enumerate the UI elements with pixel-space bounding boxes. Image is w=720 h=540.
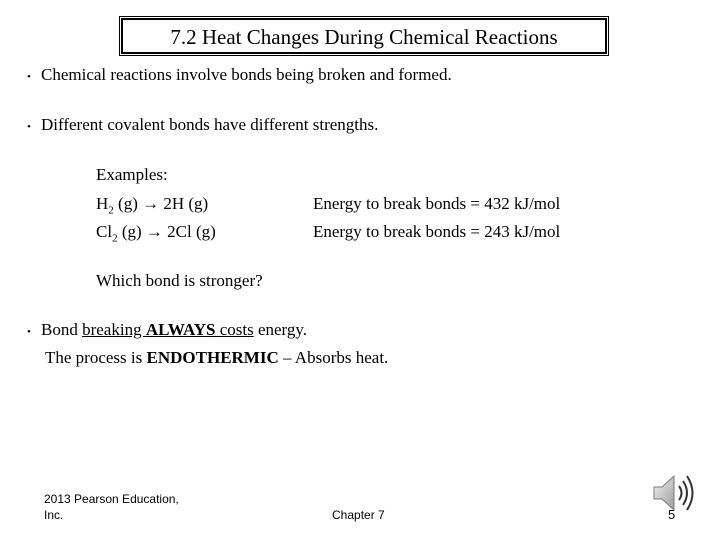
copyright-line2: Inc. bbox=[44, 508, 64, 522]
formula-base: Cl bbox=[96, 222, 113, 241]
energy-h2: Energy to break bonds = 432 kJ/mol bbox=[313, 194, 561, 213]
bullet-marker: • bbox=[27, 71, 31, 83]
text-pre: Bond bbox=[41, 320, 83, 339]
formula-base: H bbox=[96, 194, 109, 213]
formula-rest: (g) → 2H (g) bbox=[113, 194, 209, 213]
slide-title: 7.2 Heat Changes During Chemical Reactions bbox=[121, 18, 607, 54]
text-always: ALWAYS bbox=[145, 320, 216, 339]
formula-subscript: 2 bbox=[112, 232, 118, 245]
text-endothermic: ENDOTHERMIC bbox=[146, 348, 279, 367]
bullet-text bbox=[41, 320, 307, 340]
examples-label: Examples: bbox=[96, 165, 168, 184]
formula-subscript: 2 bbox=[108, 204, 114, 217]
bullet-marker: • bbox=[27, 121, 31, 133]
speaker-icon[interactable] bbox=[648, 470, 698, 516]
energy-cl2: Energy to break bonds = 243 kJ/mol bbox=[313, 222, 561, 241]
text-underlined: breaking bbox=[82, 320, 146, 339]
question: Which bond is stronger? bbox=[96, 271, 263, 290]
footer-copyright bbox=[44, 491, 179, 523]
text-post: energy. bbox=[253, 320, 308, 339]
reaction-h2 bbox=[96, 194, 209, 217]
bullet-marker: • bbox=[27, 326, 31, 338]
copyright-line1: 2013 Pearson Education, bbox=[44, 492, 179, 506]
bullet-text: Chemical reactions involve bonds being broken and formed. bbox=[41, 65, 452, 84]
text-pre: The process is bbox=[45, 348, 147, 367]
formula-rest: (g) → 2Cl (g) bbox=[117, 222, 216, 241]
endothermic-line bbox=[45, 348, 388, 368]
footer-chapter: Chapter 7 bbox=[332, 508, 385, 522]
bullet-text: Different covalent bonds have different strengths. bbox=[41, 115, 379, 134]
text-post: – Absorbs heat. bbox=[278, 348, 389, 367]
text-costs: costs bbox=[215, 320, 254, 339]
page-number: 5 bbox=[668, 507, 676, 522]
reaction-cl2 bbox=[96, 222, 216, 245]
